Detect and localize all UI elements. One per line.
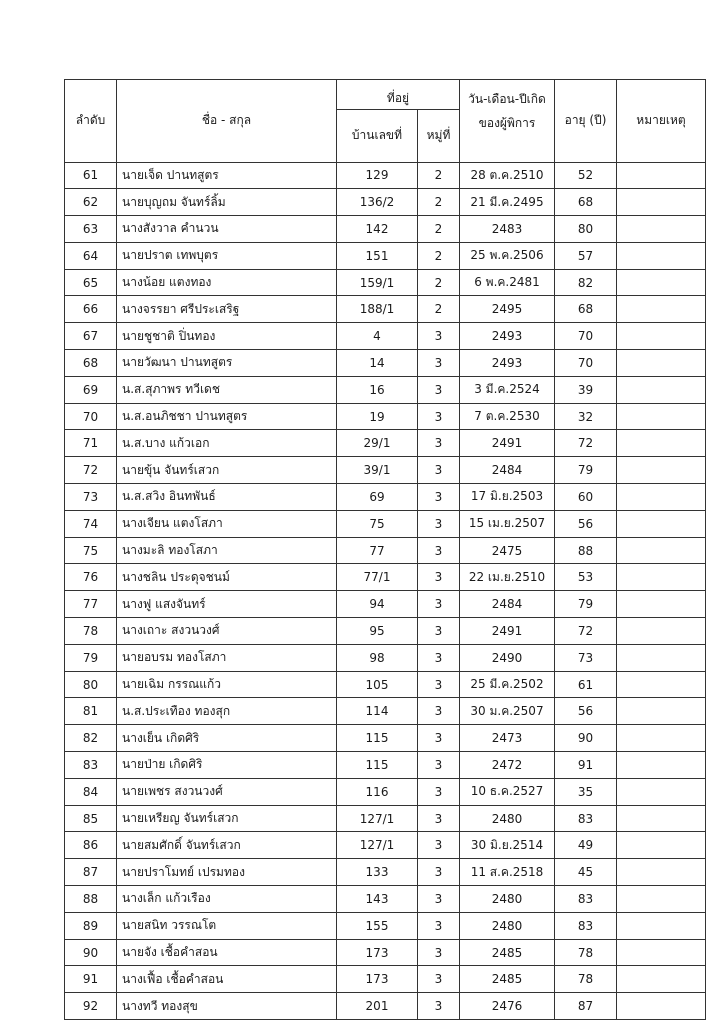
age-cell: 79 xyxy=(555,457,617,484)
age-cell: 83 xyxy=(555,805,617,832)
age-cell: 53 xyxy=(555,564,617,591)
age-cell: 83 xyxy=(555,912,617,939)
house-number-cell: 105 xyxy=(337,671,418,698)
birth-date-cell: 2484 xyxy=(460,591,555,618)
person-name-cell: นางเถาะ สงวนวงศ์ xyxy=(117,618,337,645)
house-number-cell: 143 xyxy=(337,886,418,913)
person-name-cell: นางมะลิ ทองโสภา xyxy=(117,537,337,564)
moo-cell: 3 xyxy=(418,752,460,779)
birth-date-cell: 2480 xyxy=(460,805,555,832)
table-row xyxy=(65,832,706,859)
house-number-cell: 114 xyxy=(337,698,418,725)
age-cell: 61 xyxy=(555,671,617,698)
table-row xyxy=(65,805,706,832)
person-name-cell: นางเฟื้อ เชื้อคำสอน xyxy=(117,966,337,993)
person-name-cell: นายเหรียญ จันทร์เสวก xyxy=(117,805,337,832)
birth-date-cell: 2484 xyxy=(460,457,555,484)
note-cell xyxy=(617,537,706,564)
row-number-cell: 78 xyxy=(65,618,117,645)
birth-date-cell: 2491 xyxy=(460,430,555,457)
house-number-cell: 155 xyxy=(337,912,418,939)
table-row xyxy=(65,644,706,671)
house-number-cell: 14 xyxy=(337,350,418,377)
house-number-cell: 77/1 xyxy=(337,564,418,591)
birth-date-cell: 2475 xyxy=(460,537,555,564)
table-row xyxy=(65,698,706,725)
row-number-cell: 90 xyxy=(65,939,117,966)
table-row xyxy=(65,189,706,216)
person-name-cell: นางเย็น เกิดศิริ xyxy=(117,725,337,752)
age-cell: 72 xyxy=(555,430,617,457)
person-name-cell: นางเล็ก แก้วเรือง xyxy=(117,886,337,913)
header-address: ที่อยู่ xyxy=(337,80,460,110)
row-number-cell: 61 xyxy=(65,162,117,189)
house-number-cell: 94 xyxy=(337,591,418,618)
table-row xyxy=(65,778,706,805)
house-number-cell: 98 xyxy=(337,644,418,671)
note-cell xyxy=(617,966,706,993)
house-number-cell: 116 xyxy=(337,778,418,805)
birth-date-cell: 2485 xyxy=(460,966,555,993)
birth-date-cell: 2480 xyxy=(460,912,555,939)
birth-date-cell: 25 มี.ค.2502 xyxy=(460,671,555,698)
moo-cell: 3 xyxy=(418,805,460,832)
row-number-cell: 69 xyxy=(65,376,117,403)
note-cell xyxy=(617,323,706,350)
age-cell: 88 xyxy=(555,537,617,564)
age-cell: 72 xyxy=(555,618,617,645)
row-number-cell: 68 xyxy=(65,350,117,377)
moo-cell: 3 xyxy=(418,966,460,993)
age-cell: 79 xyxy=(555,591,617,618)
disability-registry-table-container xyxy=(64,79,706,1020)
row-number-cell: 71 xyxy=(65,430,117,457)
table-row xyxy=(65,350,706,377)
age-cell: 35 xyxy=(555,778,617,805)
house-number-cell: 95 xyxy=(337,618,418,645)
table-row xyxy=(65,618,706,645)
person-name-cell: นายเจ็ด ปานทสูตร xyxy=(117,162,337,189)
house-number-cell: 115 xyxy=(337,725,418,752)
moo-cell: 3 xyxy=(418,430,460,457)
house-number-cell: 133 xyxy=(337,859,418,886)
house-number-cell: 142 xyxy=(337,216,418,243)
person-name-cell: น.ส.สุภาพร ทวีเดช xyxy=(117,376,337,403)
note-cell xyxy=(617,350,706,377)
age-cell: 56 xyxy=(555,698,617,725)
person-name-cell: นางน้อย แตงทอง xyxy=(117,269,337,296)
moo-cell: 2 xyxy=(418,162,460,189)
age-cell: 68 xyxy=(555,296,617,323)
age-cell: 80 xyxy=(555,216,617,243)
person-name-cell: นายขุ้น จันทร์เสวก xyxy=(117,457,337,484)
age-cell: 56 xyxy=(555,510,617,537)
header-age: อายุ (ปี) xyxy=(555,80,617,163)
age-cell: 39 xyxy=(555,376,617,403)
house-number-cell: 69 xyxy=(337,484,418,511)
table-row xyxy=(65,966,706,993)
row-number-cell: 64 xyxy=(65,242,117,269)
note-cell xyxy=(617,805,706,832)
age-cell: 52 xyxy=(555,162,617,189)
birth-date-cell: 11 ส.ค.2518 xyxy=(460,859,555,886)
table-row xyxy=(65,886,706,913)
moo-cell: 3 xyxy=(418,323,460,350)
house-number-cell: 77 xyxy=(337,537,418,564)
age-cell: 78 xyxy=(555,939,617,966)
row-number-cell: 65 xyxy=(65,269,117,296)
birth-date-cell: 6 พ.ค.2481 xyxy=(460,269,555,296)
row-number-cell: 86 xyxy=(65,832,117,859)
note-cell xyxy=(617,886,706,913)
note-cell xyxy=(617,510,706,537)
person-name-cell: นายป่าย เกิดศิริ xyxy=(117,752,337,779)
moo-cell: 3 xyxy=(418,350,460,377)
note-cell xyxy=(617,376,706,403)
house-number-cell: 127/1 xyxy=(337,805,418,832)
row-number-cell: 87 xyxy=(65,859,117,886)
table-row xyxy=(65,993,706,1020)
age-cell: 90 xyxy=(555,725,617,752)
note-cell xyxy=(617,484,706,511)
house-number-cell: 19 xyxy=(337,403,418,430)
note-cell xyxy=(617,993,706,1020)
table-row xyxy=(65,537,706,564)
table-header xyxy=(65,80,706,163)
age-cell: 91 xyxy=(555,752,617,779)
note-cell xyxy=(617,618,706,645)
table-row xyxy=(65,752,706,779)
birth-date-cell: 2493 xyxy=(460,323,555,350)
person-name-cell: นางทวี ทองสุข xyxy=(117,993,337,1020)
birth-date-cell: 25 พ.ค.2506 xyxy=(460,242,555,269)
table-row xyxy=(65,859,706,886)
note-cell xyxy=(617,778,706,805)
row-number-cell: 62 xyxy=(65,189,117,216)
moo-cell: 2 xyxy=(418,296,460,323)
age-cell: 70 xyxy=(555,350,617,377)
row-number-cell: 81 xyxy=(65,698,117,725)
age-cell: 45 xyxy=(555,859,617,886)
note-cell xyxy=(617,242,706,269)
moo-cell: 3 xyxy=(418,644,460,671)
birth-date-cell: 17 มิ.ย.2503 xyxy=(460,484,555,511)
person-name-cell: นายปราโมทย์ เปรมทอง xyxy=(117,859,337,886)
person-name-cell: น.ส.บาง แก้วเอก xyxy=(117,430,337,457)
birth-date-cell: 10 ธ.ค.2527 xyxy=(460,778,555,805)
house-number-cell: 201 xyxy=(337,993,418,1020)
note-cell xyxy=(617,162,706,189)
birth-date-cell: 22 เม.ย.2510 xyxy=(460,564,555,591)
birth-date-cell: 2485 xyxy=(460,939,555,966)
note-cell xyxy=(617,832,706,859)
age-cell: 83 xyxy=(555,886,617,913)
note-cell xyxy=(617,430,706,457)
table-row xyxy=(65,323,706,350)
age-cell: 60 xyxy=(555,484,617,511)
table-row xyxy=(65,939,706,966)
moo-cell: 3 xyxy=(418,537,460,564)
row-number-cell: 75 xyxy=(65,537,117,564)
table-row xyxy=(65,242,706,269)
table-row xyxy=(65,296,706,323)
birth-date-cell: 2491 xyxy=(460,618,555,645)
birth-date-cell: 2493 xyxy=(460,350,555,377)
house-number-cell: 29/1 xyxy=(337,430,418,457)
person-name-cell: นางชลิน ประดุจชนม์ xyxy=(117,564,337,591)
header-moo: หมู่ที่ xyxy=(418,110,460,163)
header-house-number: บ้านเลขที่ xyxy=(337,110,418,163)
age-cell: 70 xyxy=(555,323,617,350)
house-number-cell: 39/1 xyxy=(337,457,418,484)
house-number-cell: 151 xyxy=(337,242,418,269)
row-number-cell: 83 xyxy=(65,752,117,779)
row-number-cell: 92 xyxy=(65,993,117,1020)
table-row xyxy=(65,671,706,698)
birth-date-cell: 2476 xyxy=(460,993,555,1020)
row-number-cell: 73 xyxy=(65,484,117,511)
house-number-cell: 188/1 xyxy=(337,296,418,323)
note-cell xyxy=(617,591,706,618)
table-row xyxy=(65,484,706,511)
header-name: ชื่อ - สกุล xyxy=(117,80,337,163)
table-body xyxy=(65,162,706,1020)
moo-cell: 3 xyxy=(418,376,460,403)
birth-date-cell: 7 ต.ค.2530 xyxy=(460,403,555,430)
house-number-cell: 127/1 xyxy=(337,832,418,859)
house-number-cell: 4 xyxy=(337,323,418,350)
person-name-cell: นางจรรยา ศรีประเสริฐ xyxy=(117,296,337,323)
moo-cell: 3 xyxy=(418,886,460,913)
person-name-cell: นายสมศักดิ์ จันทร์เสวก xyxy=(117,832,337,859)
person-name-cell: นายอบรม ทองโสภา xyxy=(117,644,337,671)
birth-date-cell: 2483 xyxy=(460,216,555,243)
table-row xyxy=(65,457,706,484)
person-name-cell: นายเฉิม กรรณแก้ว xyxy=(117,671,337,698)
age-cell: 82 xyxy=(555,269,617,296)
table-row xyxy=(65,269,706,296)
moo-cell: 3 xyxy=(418,939,460,966)
note-cell xyxy=(617,671,706,698)
moo-cell: 3 xyxy=(418,832,460,859)
header-dob-line2: ของผู้พิการ xyxy=(460,110,555,163)
row-number-cell: 91 xyxy=(65,966,117,993)
row-number-cell: 63 xyxy=(65,216,117,243)
age-cell: 68 xyxy=(555,189,617,216)
person-name-cell: นายสนิท วรรณโต xyxy=(117,912,337,939)
row-number-cell: 88 xyxy=(65,886,117,913)
birth-date-cell: 28 ต.ค.2510 xyxy=(460,162,555,189)
row-number-cell: 67 xyxy=(65,323,117,350)
birth-date-cell: 2480 xyxy=(460,886,555,913)
age-cell: 73 xyxy=(555,644,617,671)
row-number-cell: 80 xyxy=(65,671,117,698)
moo-cell: 2 xyxy=(418,269,460,296)
person-name-cell: นายวัฒนา ปานทสูตร xyxy=(117,350,337,377)
header-note: หมายเหตุ xyxy=(617,80,706,163)
note-cell xyxy=(617,403,706,430)
age-cell: 49 xyxy=(555,832,617,859)
person-name-cell: นางสังวาล คำนวน xyxy=(117,216,337,243)
row-number-cell: 82 xyxy=(65,725,117,752)
table-row xyxy=(65,725,706,752)
table-row xyxy=(65,564,706,591)
house-number-cell: 159/1 xyxy=(337,269,418,296)
age-cell: 87 xyxy=(555,993,617,1020)
row-number-cell: 76 xyxy=(65,564,117,591)
person-name-cell: นายบุญถม จันทร์ลิ้ม xyxy=(117,189,337,216)
birth-date-cell: 15 เม.ย.2507 xyxy=(460,510,555,537)
age-cell: 78 xyxy=(555,966,617,993)
moo-cell: 3 xyxy=(418,510,460,537)
moo-cell: 3 xyxy=(418,618,460,645)
moo-cell: 3 xyxy=(418,564,460,591)
house-number-cell: 16 xyxy=(337,376,418,403)
moo-cell: 2 xyxy=(418,216,460,243)
person-name-cell: นายจัง เชื้อคำสอน xyxy=(117,939,337,966)
row-number-cell: 84 xyxy=(65,778,117,805)
row-number-cell: 77 xyxy=(65,591,117,618)
person-name-cell: นางเจียน แตงโสภา xyxy=(117,510,337,537)
note-cell xyxy=(617,216,706,243)
note-cell xyxy=(617,296,706,323)
house-number-cell: 136/2 xyxy=(337,189,418,216)
header-no: ลำดับ xyxy=(65,80,117,163)
person-name-cell: นางฟู แสงจันทร์ xyxy=(117,591,337,618)
person-name-cell: นายชูชาติ ปิ่นทอง xyxy=(117,323,337,350)
birth-date-cell: 2473 xyxy=(460,725,555,752)
table-row xyxy=(65,912,706,939)
house-number-cell: 115 xyxy=(337,752,418,779)
note-cell xyxy=(617,457,706,484)
row-number-cell: 85 xyxy=(65,805,117,832)
note-cell xyxy=(617,725,706,752)
note-cell xyxy=(617,564,706,591)
row-number-cell: 72 xyxy=(65,457,117,484)
house-number-cell: 75 xyxy=(337,510,418,537)
moo-cell: 3 xyxy=(418,698,460,725)
table-row xyxy=(65,376,706,403)
person-name-cell: น.ส.อนภิชชา ปานทสูตร xyxy=(117,403,337,430)
moo-cell: 3 xyxy=(418,457,460,484)
table-row xyxy=(65,216,706,243)
moo-cell: 3 xyxy=(418,912,460,939)
birth-date-cell: 3 มี.ค.2524 xyxy=(460,376,555,403)
house-number-cell: 129 xyxy=(337,162,418,189)
moo-cell: 2 xyxy=(418,189,460,216)
moo-cell: 3 xyxy=(418,403,460,430)
table-row xyxy=(65,430,706,457)
house-number-cell: 173 xyxy=(337,966,418,993)
disability-registry-table xyxy=(64,79,706,1020)
note-cell xyxy=(617,859,706,886)
moo-cell: 3 xyxy=(418,993,460,1020)
moo-cell: 3 xyxy=(418,725,460,752)
age-cell: 32 xyxy=(555,403,617,430)
birth-date-cell: 30 ม.ค.2507 xyxy=(460,698,555,725)
row-number-cell: 66 xyxy=(65,296,117,323)
note-cell xyxy=(617,644,706,671)
person-name-cell: น.ส.ประเทือง ทองสุก xyxy=(117,698,337,725)
person-name-cell: น.ส.สวิง อินทพันธ์ xyxy=(117,484,337,511)
moo-cell: 3 xyxy=(418,671,460,698)
birth-date-cell: 30 มิ.ย.2514 xyxy=(460,832,555,859)
moo-cell: 2 xyxy=(418,242,460,269)
person-name-cell: นายเพชร สงวนวงศ์ xyxy=(117,778,337,805)
age-cell: 57 xyxy=(555,242,617,269)
table-row xyxy=(65,510,706,537)
row-number-cell: 89 xyxy=(65,912,117,939)
birth-date-cell: 2490 xyxy=(460,644,555,671)
moo-cell: 3 xyxy=(418,591,460,618)
note-cell xyxy=(617,698,706,725)
moo-cell: 3 xyxy=(418,778,460,805)
moo-cell: 3 xyxy=(418,859,460,886)
birth-date-cell: 2472 xyxy=(460,752,555,779)
table-row xyxy=(65,591,706,618)
birth-date-cell: 2495 xyxy=(460,296,555,323)
row-number-cell: 70 xyxy=(65,403,117,430)
moo-cell: 3 xyxy=(418,484,460,511)
table-row xyxy=(65,403,706,430)
row-number-cell: 74 xyxy=(65,510,117,537)
house-number-cell: 173 xyxy=(337,939,418,966)
person-name-cell: นายปราต เทพบุตร xyxy=(117,242,337,269)
header-dob-line1: วัน-เดือน-ปีเกิด xyxy=(460,80,555,110)
note-cell xyxy=(617,752,706,779)
birth-date-cell: 21 มี.ค.2495 xyxy=(460,189,555,216)
note-cell xyxy=(617,939,706,966)
note-cell xyxy=(617,912,706,939)
note-cell xyxy=(617,269,706,296)
table-row xyxy=(65,162,706,189)
row-number-cell: 79 xyxy=(65,644,117,671)
note-cell xyxy=(617,189,706,216)
